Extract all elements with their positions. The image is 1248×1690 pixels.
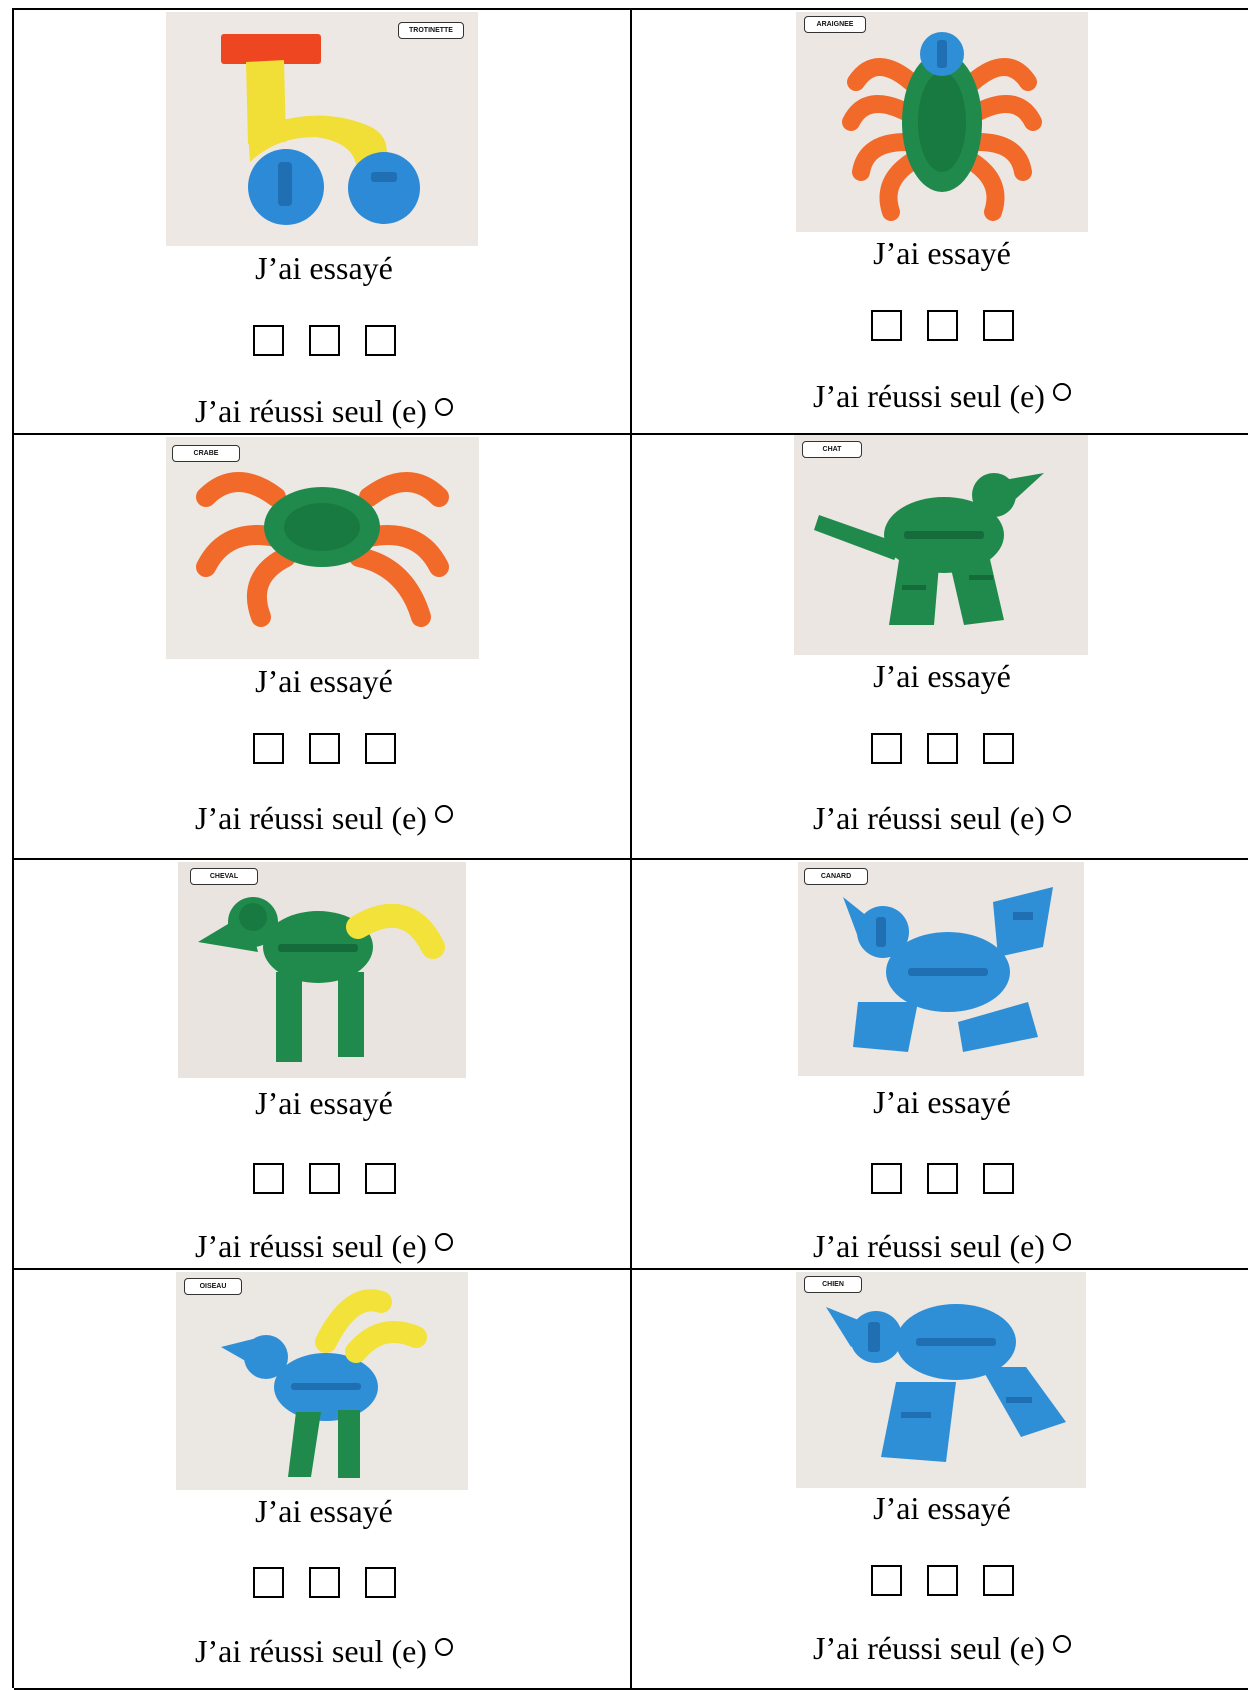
tried-checkbox[interactable] <box>927 733 958 764</box>
success-circle[interactable] <box>1053 1635 1071 1653</box>
tried-checkbox[interactable] <box>253 1163 284 1194</box>
card-photo <box>796 12 1088 232</box>
card-chat <box>632 435 1248 860</box>
card-photo <box>178 862 466 1078</box>
card-label: OISEAU <box>184 1278 242 1295</box>
success-circle[interactable] <box>435 805 453 823</box>
success-line <box>14 1633 634 1669</box>
card-trotinette <box>14 10 632 435</box>
tried-label: J’ai essayé <box>255 250 393 286</box>
tried-checkboxes <box>14 1163 634 1194</box>
spider-photo <box>796 12 1088 232</box>
card-label: CANARD <box>804 868 868 885</box>
tried-label: J’ai essayé <box>873 658 1011 694</box>
success-line <box>632 800 1248 836</box>
success-line <box>14 800 634 836</box>
tried-checkbox[interactable] <box>983 310 1014 341</box>
tried-label: J’ai essayé <box>255 1085 393 1121</box>
tried-checkboxes <box>632 1163 1248 1194</box>
card-label: CRABE <box>172 445 240 462</box>
tried-checkboxes <box>14 733 634 764</box>
tried-checkbox[interactable] <box>309 733 340 764</box>
scooter-photo <box>166 12 478 246</box>
tried-checkboxes <box>632 310 1248 341</box>
tried-label: J’ai essayé <box>255 1493 393 1529</box>
success-circle[interactable] <box>435 1233 453 1251</box>
tried-checkbox[interactable] <box>927 1163 958 1194</box>
tried-label: J’ai essayé <box>873 1490 1011 1526</box>
card-cheval <box>14 860 632 1270</box>
card-chien <box>632 1270 1248 1690</box>
tried-checkbox[interactable] <box>983 1163 1014 1194</box>
tried-checkboxes <box>14 1567 634 1598</box>
card-oiseau <box>14 1270 632 1690</box>
success-label: J’ai réussi seul (e) <box>195 1228 427 1264</box>
card-label: CHEVAL <box>190 868 258 885</box>
success-line <box>632 1228 1248 1264</box>
tried-checkbox[interactable] <box>365 1163 396 1194</box>
card-label: ARAIGNEE <box>804 16 866 33</box>
success-circle[interactable] <box>435 1638 453 1656</box>
success-circle[interactable] <box>1053 805 1071 823</box>
tried-checkbox[interactable] <box>253 1567 284 1598</box>
tried-checkbox[interactable] <box>871 310 902 341</box>
tried-label: J’ai essayé <box>873 235 1011 271</box>
tried-checkboxes <box>632 733 1248 764</box>
success-label: J’ai réussi seul (e) <box>813 378 1045 414</box>
horse-photo <box>178 862 466 1078</box>
card-photo <box>794 435 1088 655</box>
tried-checkboxes <box>14 325 634 356</box>
card-canard <box>632 860 1248 1270</box>
tried-checkbox[interactable] <box>871 733 902 764</box>
tried-checkbox[interactable] <box>871 1163 902 1194</box>
dog-photo <box>796 1272 1086 1488</box>
card-photo <box>796 1272 1086 1488</box>
success-line <box>14 393 634 429</box>
tried-checkbox[interactable] <box>871 1565 902 1596</box>
success-label: J’ai réussi seul (e) <box>195 393 427 429</box>
success-circle[interactable] <box>435 398 453 416</box>
tried-checkbox[interactable] <box>927 1565 958 1596</box>
card-photo <box>176 1272 468 1490</box>
card-label: CHIEN <box>804 1276 862 1293</box>
success-label: J’ai réussi seul (e) <box>813 1228 1045 1264</box>
tried-checkbox[interactable] <box>983 733 1014 764</box>
tried-checkbox[interactable] <box>309 325 340 356</box>
card-photo <box>166 437 479 659</box>
success-line <box>14 1228 634 1264</box>
success-label: J’ai réussi seul (e) <box>813 800 1045 836</box>
card-photo <box>798 862 1084 1076</box>
crab-photo <box>166 437 479 659</box>
activity-grid <box>12 8 1248 1688</box>
success-circle[interactable] <box>1053 1233 1071 1251</box>
card-label: TROTINETTE <box>398 22 464 39</box>
success-line <box>632 378 1248 414</box>
success-label: J’ai réussi seul (e) <box>195 800 427 836</box>
tried-checkbox[interactable] <box>983 1565 1014 1596</box>
card-label: CHAT <box>802 441 862 458</box>
card-araignee <box>632 10 1248 435</box>
tried-checkbox[interactable] <box>253 325 284 356</box>
success-label: J’ai réussi seul (e) <box>813 1630 1045 1666</box>
bird-photo <box>176 1272 468 1490</box>
tried-checkbox[interactable] <box>309 1163 340 1194</box>
tried-checkbox[interactable] <box>253 733 284 764</box>
duck-photo <box>798 862 1084 1076</box>
tried-checkbox[interactable] <box>365 1567 396 1598</box>
tried-checkbox[interactable] <box>365 733 396 764</box>
success-label: J’ai réussi seul (e) <box>195 1633 427 1669</box>
card-crabe <box>14 435 632 860</box>
tried-checkbox[interactable] <box>365 325 396 356</box>
tried-label: J’ai essayé <box>255 663 393 699</box>
card-photo <box>166 12 478 246</box>
tried-checkboxes <box>632 1565 1248 1596</box>
cat-photo <box>794 435 1088 655</box>
success-line <box>632 1630 1248 1666</box>
tried-checkbox[interactable] <box>309 1567 340 1598</box>
tried-checkbox[interactable] <box>927 310 958 341</box>
success-circle[interactable] <box>1053 383 1071 401</box>
tried-label: J’ai essayé <box>873 1084 1011 1120</box>
